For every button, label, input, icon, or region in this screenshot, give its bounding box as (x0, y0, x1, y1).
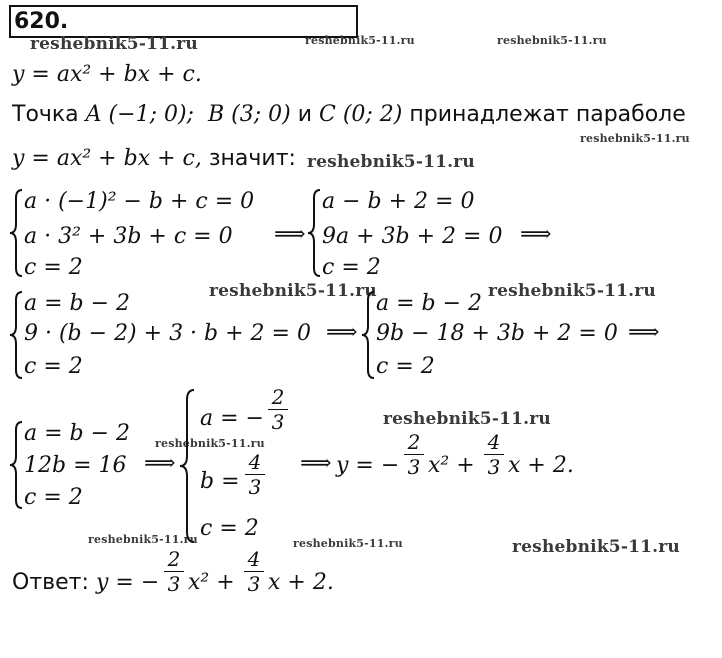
point-b: B (3; 0) (207, 102, 291, 127)
sys2-line-1: a − b + 2 = 0 (322, 189, 475, 214)
sys1-line-1: a · (−1)² − b + c = 0 (24, 189, 255, 214)
sys6-b-den: 3 (248, 475, 262, 499)
points-statement (12, 104, 686, 126)
answer-f2-den: 3 (247, 572, 261, 596)
implies-3: ⟹ (326, 320, 358, 345)
result-f1-num: 2 (407, 430, 421, 454)
answer-f2-num: 4 (247, 547, 261, 571)
implies-2: ⟹ (520, 222, 552, 247)
result-mid: x² + (428, 453, 475, 478)
spacer (194, 102, 208, 127)
watermark-2: reshebnik5-11.ru (305, 34, 415, 47)
sys5-line-2: 12b = 16 (24, 453, 127, 478)
sys6-b-fraction (245, 452, 265, 497)
implies-5: ⟹ (144, 451, 176, 476)
problem-number: 620. (14, 9, 69, 34)
answer-fraction-1 (164, 549, 184, 594)
brace-sys1 (8, 188, 24, 278)
brace-sys6 (178, 388, 196, 544)
answer-f1-num: 2 (167, 547, 181, 571)
answer-f1-den: 3 (167, 572, 181, 596)
answer-lhs: y = − (96, 570, 160, 595)
sys4-line-2: 9b − 18 + 3b + 2 = 0 (376, 321, 618, 346)
brace-sys5 (8, 420, 24, 510)
answer-mid: x² + (188, 570, 235, 595)
points-suffix: принадлежат параболе (402, 102, 686, 127)
sys3-line-3: c = 2 (24, 354, 83, 379)
answer-label: Ответ: (12, 570, 89, 595)
watermark-8: reshebnik5-11.ru (383, 409, 551, 429)
point-c: C (0; 2) (319, 102, 403, 127)
result-f2-num: 4 (487, 430, 501, 454)
answer-tail: x + 2. (268, 570, 334, 595)
sys5-line-1: a = b − 2 (24, 421, 131, 446)
watermark-1: reshebnik5-11.ru (30, 34, 198, 54)
sys6-a-num: 2 (271, 385, 285, 409)
sys3-line-2: 9 · (b − 2) + 3 · b + 2 = 0 (24, 321, 311, 346)
sys3-line-1: a = b − 2 (24, 291, 131, 316)
sys6-c: c = 2 (200, 516, 259, 541)
sys1-line-2: a · 3² + 3b + c = 0 (24, 224, 233, 249)
sys4-line-1: a = b − 2 (376, 291, 483, 316)
watermark-6: reshebnik5-11.ru (209, 281, 377, 301)
sys2-line-2: 9a + 3b + 2 = 0 (322, 224, 503, 249)
sys4-line-3: c = 2 (376, 354, 435, 379)
implies-4: ⟹ (628, 320, 660, 345)
watermark-3: reshebnik5-11.ru (497, 34, 607, 47)
result-f1-den: 3 (407, 455, 421, 479)
result-fraction-2 (484, 432, 504, 477)
watermark-7: reshebnik5-11.ru (488, 281, 656, 301)
result-f2-den: 3 (487, 455, 501, 479)
watermark-11: reshebnik5-11.ru (293, 537, 403, 550)
point-a: A (−1; 0); (85, 102, 194, 127)
answer-fraction-2 (244, 549, 264, 594)
result-lhs: y = − (336, 453, 400, 478)
sys6-b-num: 4 (248, 450, 262, 474)
watermark-10: reshebnik5-11.ru (88, 533, 198, 546)
sys6-a-lhs: a = − (200, 406, 264, 431)
sys6-a-den: 3 (271, 410, 285, 434)
implies-1: ⟹ (274, 222, 306, 247)
watermark-9: reshebnik5-11.ru (155, 437, 265, 450)
watermark-4: reshebnik5-11.ru (580, 132, 690, 145)
points-conj: и (290, 102, 319, 127)
points-prefix: Точка (12, 102, 86, 127)
brace-sys3 (8, 290, 24, 380)
watermark-5: reshebnik5-11.ru (307, 152, 475, 172)
so-equation: y = ax² + bx + c, (12, 146, 202, 171)
sys5-line-3: c = 2 (24, 485, 83, 510)
result-fraction-1 (404, 432, 424, 477)
sys1-line-3: c = 2 (24, 255, 83, 280)
sys2-line-3: c = 2 (322, 255, 381, 280)
brace-sys2 (306, 188, 322, 278)
brace-sys4 (360, 290, 376, 380)
sys6-a-fraction (268, 387, 288, 432)
sys6-b-lhs: b = (200, 469, 240, 494)
so-word: значит: (201, 146, 296, 171)
implies-6: ⟹ (300, 451, 332, 476)
watermark-12: reshebnik5-11.ru (512, 537, 680, 557)
parabola-equation: y = ax² + bx + c. (12, 62, 202, 87)
result-tail: x + 2. (508, 453, 574, 478)
so-statement (12, 148, 296, 170)
